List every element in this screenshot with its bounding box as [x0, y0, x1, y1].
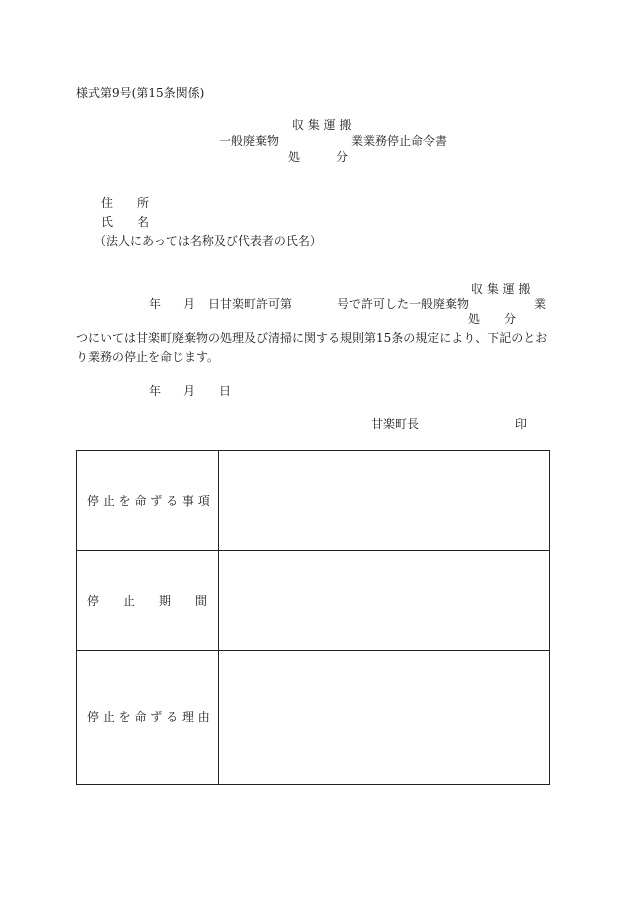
body-line-3: り業務の停止を命じます。: [76, 350, 220, 364]
date-year: 年: [149, 384, 162, 398]
name-label: 氏 名: [101, 215, 150, 229]
body-stack-top: 収 集 運 搬: [471, 282, 531, 296]
issuer-name: 甘楽町長: [371, 417, 420, 431]
title-disposal: 処 分: [288, 150, 349, 164]
body-line-end: 業: [534, 297, 547, 311]
title-collection-transport: 収 集 運 搬: [292, 118, 352, 132]
period-label: 停 止 期 間: [87, 594, 208, 608]
reason-label: 停 止 を 命 ず る 理 由: [87, 710, 210, 724]
matters-label-cell: [77, 451, 219, 550]
matters-label: 停 止 を 命 ず る 事 項: [87, 494, 210, 508]
title-suspension-order: 業業務停止命令書: [351, 134, 448, 148]
corporation-note: （法人にあっては名称及び代表者の氏名）: [94, 234, 322, 248]
form-number: 様式第9号(第15条関係): [76, 86, 205, 100]
period-label-cell: [77, 551, 219, 650]
table-row-period: [77, 551, 549, 651]
body-permit-text-2: 号で許可した一般廃棄物: [337, 297, 470, 311]
order-details-table: [76, 450, 550, 785]
seal-mark: 印: [515, 417, 528, 431]
table-row-reason: [77, 651, 549, 784]
date-month: 月: [183, 384, 196, 398]
table-row-matters: [77, 451, 549, 551]
title-general-waste: 一般廃棄物: [219, 134, 280, 148]
matters-value-cell: [219, 451, 549, 550]
body-year-label: 年: [149, 297, 162, 311]
period-value-cell: [219, 551, 549, 650]
body-line-2: つにいては甘楽町廃棄物の処理及び清掃に関する規則第15条の規定により、下記のとお: [76, 331, 548, 345]
body-stack-bottom: 処 分: [468, 312, 517, 326]
date-day: 日: [219, 384, 232, 398]
reason-label-cell: [77, 651, 219, 784]
reason-value-cell: [219, 651, 549, 784]
body-month-label: 月: [183, 297, 196, 311]
body-permit-text: 日甘楽町許可第: [208, 297, 293, 311]
address-label: 住 所: [101, 196, 150, 210]
